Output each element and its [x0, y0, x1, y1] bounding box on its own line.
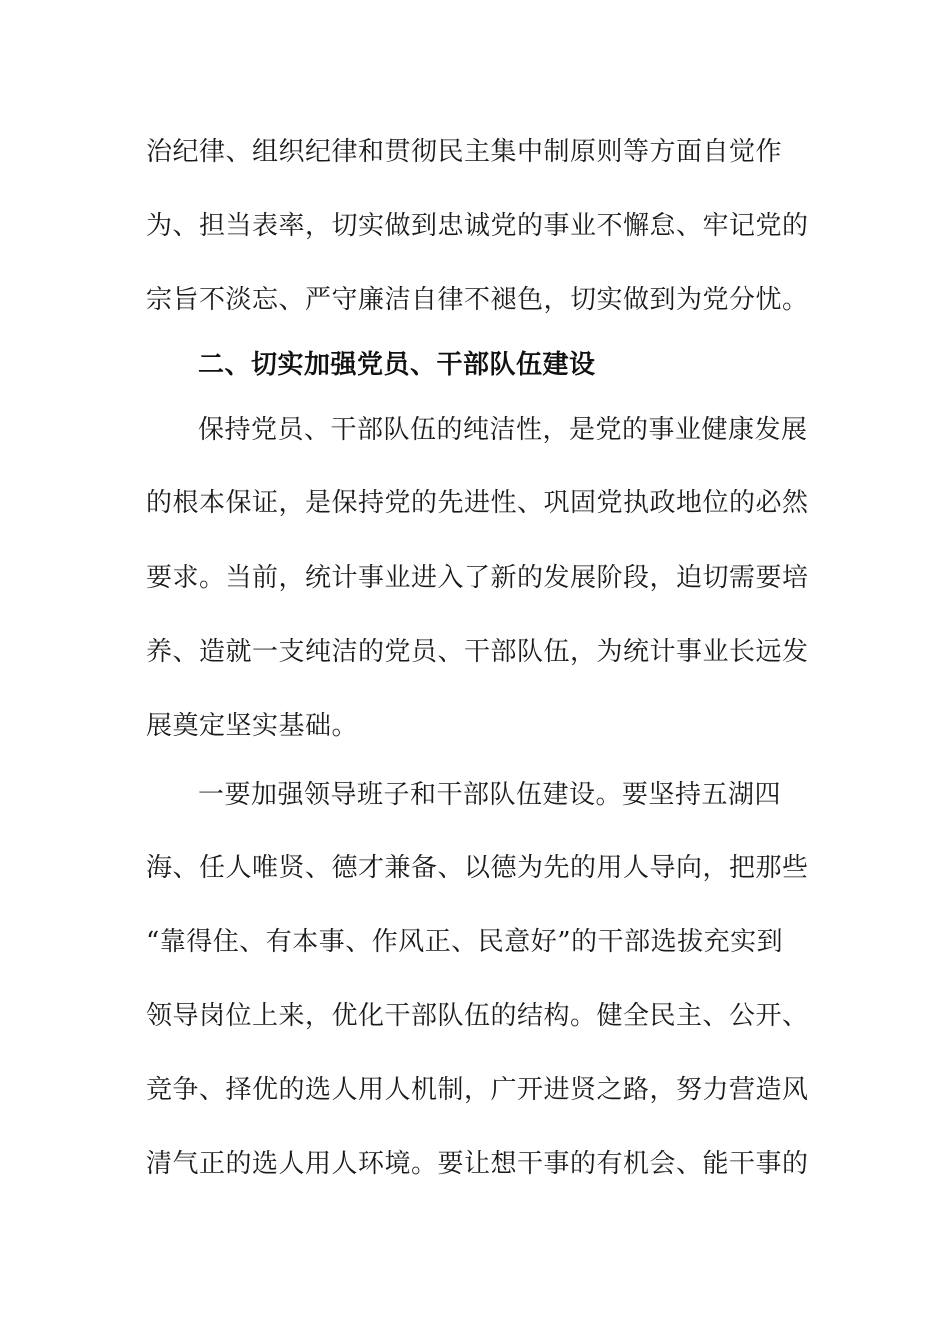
paragraph-line: 展奠定坚实基础。 — [146, 711, 359, 741]
paragraph-line: 海、任人唯贤、德才兼备、以德为先的用人导向，把那些 — [146, 853, 809, 883]
paragraph-line: 的根本保证，是保持党的先进性、巩固党执政地位的必然 — [146, 488, 809, 518]
paragraph-line: 清气正的选人用人环境。要让想干事的有机会、能干事的 — [146, 1149, 809, 1179]
paragraph-line: “靠得住、有本事、作风正、民意好”的干部选拔充实到 — [146, 927, 784, 957]
paragraph-line: 养、造就一支纯洁的党员、干部队伍，为统计事业长远发 — [146, 637, 809, 667]
paragraph-line: 要求。当前，统计事业进入了新的发展阶段，迫切需要培 — [146, 563, 809, 593]
paragraph-line: 保持党员、干部队伍的纯洁性，是党的事业健康发展 — [198, 415, 808, 445]
paragraph-line: 治纪律、组织纪律和贯彻民主集中制原则等方面自觉作 — [146, 137, 783, 167]
section-heading: 二、切实加强党员、干部队伍建设 — [198, 350, 596, 380]
paragraph-line: 领导岗位上来，优化干部队伍的结构。健全民主、公开、 — [146, 1001, 809, 1031]
paragraph-line: 为、担当表率，切实做到忠诚党的事业不懈怠、牢记党的 — [146, 211, 809, 241]
paragraph-line: 宗旨不淡忘、严守廉洁自律不褪色，切实做到为党分忧。 — [146, 285, 809, 315]
paragraph-line: 竞争、择优的选人用人机制，广开进贤之路，努力营造风 — [146, 1075, 809, 1105]
paragraph-line: 一要加强领导班子和干部队伍建设。要坚持五湖四 — [198, 780, 782, 810]
